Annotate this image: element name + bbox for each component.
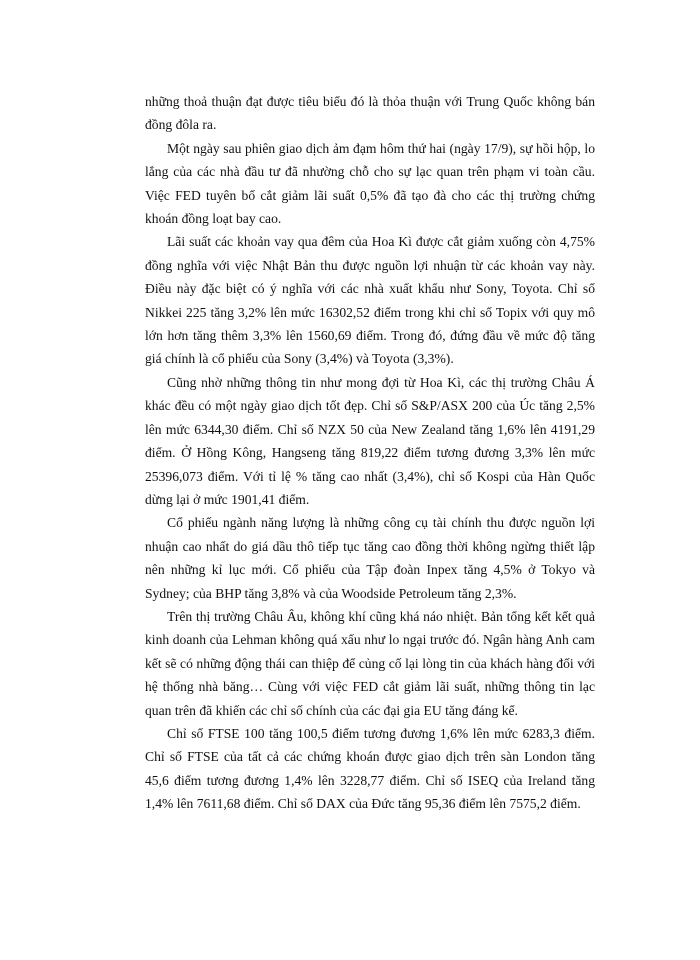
paragraph: Cổ phiếu ngành năng lượng là những công cụ tài chính thu được nguồn lợi nhuận cao nhất do giá dầu thô tiếp tục tăng cao đồng thời không ngừng thiết lập nên những kỉ lục mới. Cổ phiếu của Tập đoàn Inpex tăng 4,5% ở Tokyo và Sydney; của BHP tăng 3,8% và của Woodside Petroleum tăng 2,3%. (145, 515, 595, 601)
paragraph: Trên thị trường Châu Âu, không khí cũng khá náo nhiệt. Bản tổng kết kết quả kinh doanh của Lehman không quá xấu như lo ngại trước đó. Ngân hàng Anh cam kết sẽ có những động thái can thiệp để củng cố lại lòng tin của khách hàng đối với hệ thống nhà băng… Cùng với việc FED cắt giảm lãi suất, những thông tin lạc quan trên đã khiến các chỉ số chính của các đại gia EU tăng đáng kể. (145, 608, 595, 718)
body-text (145, 90, 595, 816)
paragraph: Chỉ số FTSE 100 tăng 100,5 điểm tương đương 1,6% lên mức 6283,3 điểm. Chỉ số FTSE của tất cả các chứng khoán được giao dịch trên sàn London tăng 45,6 điểm tương đương 1,4% lên 3228,77 điểm. Chỉ số ISEQ của Ireland tăng 1,4% lên 7611,68 điểm. Chỉ số DAX của Đức tăng 95,36 điểm lên 7575,2 điểm. (145, 725, 595, 812)
paragraph: Lãi suất các khoản vay qua đêm của Hoa Kì được cắt giảm xuống còn 4,75% đồng nghĩa với việc Nhật Bản thu được nguồn lợi nhuận từ các khoản vay này. Điều này đặc biệt có ý nghĩa với các nhà xuất khẩu như Sony, Toyota. Chỉ số Nikkei 225 tăng 3,2% lên mức 16302,52 điểm trong khi chỉ số Topix với quy mô lớn hơn tăng thêm 3,3% lên 1560,69 điểm. Trong đó, đứng đầu về mức độ tăng giá chính là cổ phiếu của Sony (3,4%) và Toyota (3,3%). (145, 234, 595, 367)
paragraph-continuation: những thoả thuận đạt được tiêu biểu đó là thỏa thuận với Trung Quốc không bán đồng đôla ra. (145, 94, 595, 133)
paragraph: Cũng nhờ những thông tin như mong đợi từ Hoa Kì, các thị trường Châu Á khác đều có một ngày giao dịch tốt đẹp. Chỉ số S&P/ASX 200 của Úc tăng 2,5% lên mức 6344,30 điểm. Chỉ số NZX 50 của New Zealand tăng 1,6% lên 4191,29 điểm. Ở Hồng Kông, Hangseng tăng 819,22 điểm tương đương 3,3% lên mức 25396,073 điểm. Với tỉ lệ % tăng cao nhất (3,4%), chỉ số Kospi của Hàn Quốc dừng lại ở mức 1901,41 điểm. (145, 374, 595, 507)
paragraph: Một ngày sau phiên giao dịch ảm đạm hôm thứ hai (ngày 17/9), sự hồi hộp, lo lắng của các nhà đầu tư đã nhường chỗ cho sự lạc quan trên phạm vi toàn cầu. Việc FED tuyên bố cắt giảm lãi suất 0,5% đã tạo đà cho các thị trường chứng khoán đồng loạt bay cao. (145, 140, 595, 227)
